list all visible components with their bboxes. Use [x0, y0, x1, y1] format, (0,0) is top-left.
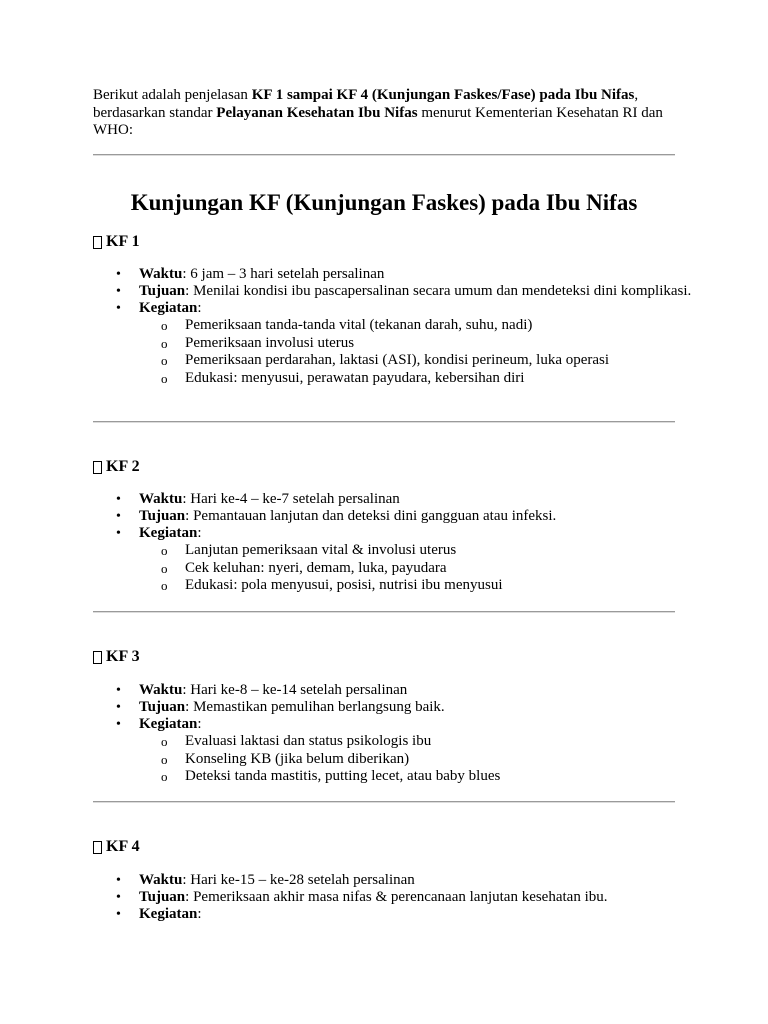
divider [93, 154, 675, 156]
circle-bullet-icon: o [161, 353, 168, 368]
section-kf3 [93, 647, 693, 786]
intro-paragraph [93, 87, 683, 140]
sub-list-item [93, 733, 693, 751]
sub-list-item [93, 751, 693, 769]
sub-list [139, 317, 693, 387]
circle-bullet-icon: o [161, 560, 168, 576]
sub-list-item [93, 352, 693, 370]
label-tujuan: Tujuan [139, 889, 186, 905]
value-waktu: : 6 jam – 3 hari setelah persalinan [182, 266, 385, 282]
section-heading [93, 647, 693, 667]
list-item-waktu [93, 266, 693, 283]
bullet-list [93, 266, 693, 387]
label-tujuan: Tujuan [139, 508, 186, 524]
label-colon: : [197, 716, 202, 732]
sub-item-text: Cek keluhan: nyeri, demam, luka, payudara [185, 559, 447, 576]
sub-list-item [93, 370, 693, 388]
intro-bold-topic: KF 1 sampai KF 4 (Kunjungan Faskes/Fase) pada Ibu Nifas [251, 87, 635, 103]
label-waktu: Waktu [139, 266, 183, 282]
missing-glyph-icon [93, 236, 102, 249]
bullet-icon: • [116, 700, 121, 715]
sub-item-text: Konseling KB (jika belum diberikan) [185, 750, 410, 767]
bullet-icon: • [116, 907, 121, 922]
label-tujuan: Tujuan [139, 699, 186, 715]
section-heading-text: KF 3 [106, 648, 140, 665]
label-waktu: Waktu [139, 491, 183, 507]
circle-bullet-icon: o [161, 318, 168, 333]
missing-glyph-icon [93, 651, 102, 664]
bullet-icon: • [116, 873, 121, 888]
bullet-icon: • [116, 509, 121, 524]
list-item-waktu [93, 491, 693, 508]
divider [93, 801, 675, 803]
bullet-list [93, 872, 693, 923]
sub-item-text: Edukasi: pola menyusui, posisi, nutrisi ibu menyusui [185, 577, 503, 593]
bullet-list [93, 682, 693, 786]
sub-item-text: Deteksi tanda mastitis, putting lecet, atau baby blues [185, 768, 501, 784]
section-heading [93, 232, 693, 252]
list-item-tujuan [93, 508, 693, 525]
value-tujuan: : Pemeriksaan akhir masa nifas & perencanaan lanjutan kesehatan ibu. [185, 889, 608, 905]
value-tujuan: : Menilai kondisi ibu pascapersalinan secara umum dan mendeteksi dini komplikasi. [185, 283, 692, 299]
bullet-icon: • [116, 267, 121, 282]
sub-list-item [93, 560, 693, 578]
section-kf1 [93, 232, 693, 387]
list-item-kegiatan [93, 716, 693, 786]
sub-list-item [93, 577, 693, 595]
bullet-icon: • [116, 301, 121, 316]
section-heading [93, 457, 693, 477]
circle-bullet-icon: o [161, 769, 168, 784]
bullet-list [93, 491, 693, 595]
list-item-tujuan [93, 889, 693, 906]
label-kegiatan: Kegiatan [139, 906, 198, 922]
list-item-tujuan [93, 699, 693, 716]
sub-item-text: Pemeriksaan tanda-tanda vital (tekanan darah, suhu, nadi) [185, 317, 533, 333]
circle-bullet-icon: o [161, 751, 168, 767]
page-title: Kunjungan KF (Kunjungan Faskes) pada Ibu Nifas [130, 190, 638, 215]
bullet-icon: • [116, 284, 121, 299]
sub-list [139, 733, 693, 786]
list-item-waktu [93, 872, 693, 889]
missing-glyph-icon [93, 841, 102, 854]
section-heading-text: KF 4 [106, 838, 140, 855]
label-waktu: Waktu [139, 682, 183, 698]
section-heading [93, 837, 693, 857]
value-waktu: : Hari ke-15 – ke-28 setelah persalinan [182, 872, 415, 888]
bullet-icon: • [116, 890, 121, 905]
sub-item-text: Evaluasi laktasi dan status psikologis ibu [185, 733, 432, 749]
sub-item-text: Lanjutan pemeriksaan vital & involusi uterus [185, 542, 457, 558]
list-item-tujuan [93, 283, 693, 300]
section-heading-text: KF 1 [106, 233, 140, 250]
circle-bullet-icon: o [161, 578, 168, 593]
value-tujuan: : Pemantauan lanjutan dan deteksi dini gangguan atau infeksi. [185, 508, 557, 524]
sub-item-text: Edukasi: menyusui, perawatan payudara, kebersihan diri [185, 369, 525, 386]
label-colon: : [197, 300, 202, 316]
sub-item-text: Pemeriksaan involusi uterus [185, 334, 355, 351]
list-item-kegiatan [93, 525, 693, 595]
intro-mid: , berdasarkan standar [93, 87, 639, 121]
divider [93, 421, 675, 423]
value-tujuan: : Memastikan pemulihan berlangsung baik. [185, 699, 445, 715]
label-kegiatan: Kegiatan [139, 525, 198, 541]
bullet-icon: • [116, 683, 121, 698]
divider [93, 611, 675, 613]
sub-list-item [93, 335, 693, 353]
circle-bullet-icon: o [161, 543, 168, 558]
label-kegiatan: Kegiatan [139, 300, 198, 316]
sub-item-text: Pemeriksaan perdarahan, laktasi (ASI), kondisi perineum, luka operasi [185, 352, 610, 368]
sub-list [139, 542, 693, 595]
bullet-icon: • [116, 526, 121, 541]
label-waktu: Waktu [139, 872, 183, 888]
list-item-kegiatan [93, 906, 693, 923]
intro-prefix: Berikut adalah penjelasan [93, 87, 252, 103]
section-heading-text: KF 2 [106, 458, 140, 475]
list-item-waktu [93, 682, 693, 699]
circle-bullet-icon: o [161, 734, 168, 749]
label-kegiatan: Kegiatan [139, 716, 198, 732]
intro-bold-standard: Pelayanan Kesehatan Ibu Nifas [216, 104, 418, 121]
intro-suffix: menurut Kementerian Kesehatan RI dan WHO: [93, 104, 663, 138]
sub-list-item [93, 317, 693, 335]
bullet-icon: • [116, 717, 121, 732]
bullet-icon: • [116, 492, 121, 507]
value-waktu: : Hari ke-8 – ke-14 setelah persalinan [182, 682, 408, 698]
list-item-kegiatan [93, 300, 693, 387]
circle-bullet-icon: o [161, 335, 168, 351]
value-waktu: : Hari ke-4 – ke-7 setelah persalinan [182, 491, 400, 507]
missing-glyph-icon [93, 461, 102, 474]
section-kf4 [93, 837, 693, 923]
circle-bullet-icon: o [161, 370, 168, 386]
sub-list-item [93, 768, 693, 786]
section-kf2 [93, 457, 693, 595]
label-tujuan: Tujuan [139, 283, 186, 299]
label-colon: : [197, 525, 202, 541]
sub-list-item [93, 542, 693, 560]
label-colon: : [197, 906, 202, 922]
